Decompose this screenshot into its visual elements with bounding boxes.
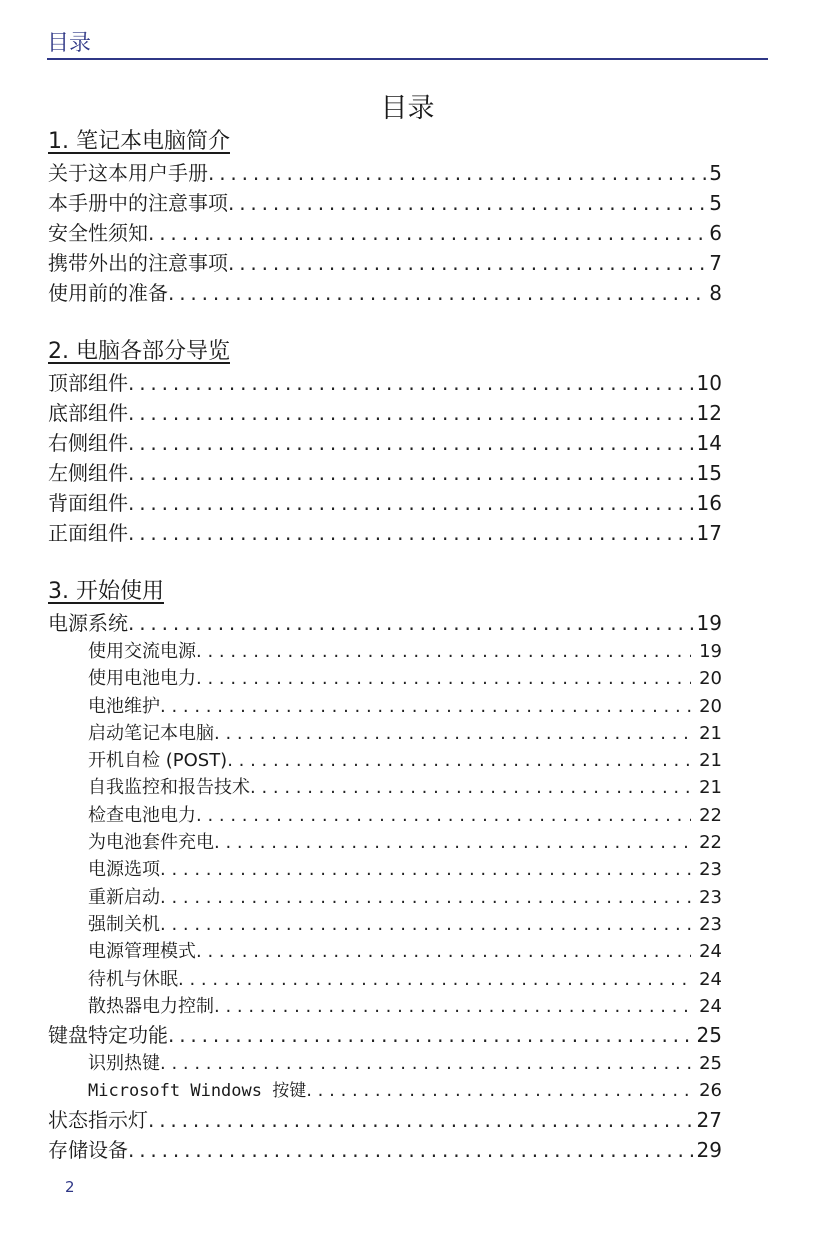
dot-leader [214, 720, 691, 747]
entry-page: 12 [696, 401, 722, 425]
dot-leader [228, 248, 707, 278]
entry-label: 安全性须知 [48, 221, 148, 245]
toc-entry[interactable] [48, 518, 722, 548]
entry-label: 电源管理模式 [88, 941, 196, 963]
dot-leader [196, 638, 691, 665]
dot-leader [128, 368, 695, 398]
dot-leader [168, 1020, 695, 1050]
toc-entry[interactable] [48, 398, 722, 428]
entry-label: 电池维护 [88, 695, 160, 717]
entry-label: 使用前的准备 [48, 281, 168, 305]
dot-leader [160, 911, 691, 938]
dot-leader [128, 428, 695, 458]
entry-page: 21 [699, 750, 722, 772]
entry-label: 重新启动 [88, 886, 160, 908]
dot-leader [128, 518, 695, 548]
table-of-contents [48, 128, 722, 1165]
section-heading-2[interactable]: 2. 电脑各部分导览 [48, 339, 230, 364]
dot-leader [148, 1105, 695, 1135]
section-heading-1[interactable]: 1. 笔记本电脑简介 [48, 129, 230, 154]
entry-label: 状态指示灯 [48, 1107, 148, 1132]
entry-label: 使用交流电源 [88, 641, 196, 662]
toc-subentry[interactable] [48, 720, 722, 747]
entry-page: 23 [699, 859, 722, 881]
toc-entry[interactable] [48, 188, 722, 218]
dot-leader [306, 1077, 691, 1104]
entry-page: 22 [699, 804, 722, 826]
entry-label: 正面组件 [48, 521, 128, 545]
entry-page: 27 [696, 1107, 722, 1132]
entry-page: 25 [696, 1023, 722, 1048]
toc-entry[interactable] [48, 458, 722, 488]
entry-label: 使用电池电力 [88, 668, 196, 690]
entry-page: 23 [699, 886, 722, 908]
entry-label: 自我监控和报告技术 [88, 777, 250, 799]
entry-label: 为电池套件充电 [88, 832, 214, 854]
dot-leader [160, 884, 691, 911]
entry-page: 10 [696, 371, 722, 395]
entry-label: 右侧组件 [48, 431, 128, 455]
toc-entry[interactable] [48, 1135, 722, 1165]
dot-leader [196, 802, 691, 829]
dot-leader [148, 218, 707, 248]
entry-page: 17 [696, 521, 722, 545]
toc-subentry[interactable] [48, 774, 722, 801]
toc-subentry[interactable] [48, 747, 722, 774]
dot-leader [227, 747, 691, 774]
dot-leader [214, 829, 691, 856]
toc-entry[interactable] [48, 1020, 722, 1050]
toc-entry[interactable] [48, 248, 722, 278]
toc-subentry[interactable] [48, 1077, 722, 1104]
entry-page: 8 [709, 281, 722, 305]
page-number: 2 [65, 1178, 75, 1196]
entry-label: 检查电池电力 [88, 804, 196, 826]
entry-label: 背面组件 [48, 491, 128, 515]
toc-entry[interactable] [48, 368, 722, 398]
entry-label: 散热器电力控制 [88, 995, 214, 1017]
toc-subentry[interactable] [48, 938, 722, 965]
toc-entry[interactable] [48, 278, 722, 308]
dot-leader [160, 1050, 691, 1077]
toc-entry[interactable] [48, 158, 722, 188]
toc-title: 目录 [380, 93, 435, 124]
entry-page: 22 [699, 832, 722, 854]
entry-label: 本手册中的注意事项 [48, 191, 228, 215]
dot-leader [196, 938, 691, 965]
entry-label: Microsoft Windows 按键 [88, 1081, 307, 1102]
dot-leader [228, 188, 707, 218]
entry-page: 14 [696, 431, 722, 455]
entry-page: 16 [696, 491, 722, 515]
toc-subentry[interactable] [48, 856, 722, 883]
entry-page: 25 [699, 1053, 722, 1075]
entry-label: 开机自检 (POST) [88, 750, 228, 772]
entry-label: 电源选项 [88, 859, 160, 881]
entry-page: 29 [696, 1137, 722, 1162]
entry-page: 19 [699, 641, 722, 662]
entry-page: 19 [696, 611, 722, 635]
toc-entry[interactable] [48, 488, 722, 518]
dot-leader [128, 1135, 695, 1165]
header-rule [47, 58, 768, 60]
entry-page: 24 [699, 941, 722, 963]
dot-leader [208, 158, 707, 188]
dot-leader [178, 966, 691, 993]
dot-leader [160, 856, 691, 883]
entry-label: 强制关机 [88, 913, 160, 935]
dot-leader [128, 488, 695, 518]
dot-leader [168, 278, 707, 308]
entry-page: 21 [699, 777, 722, 799]
entry-page: 21 [699, 722, 722, 744]
entry-label: 键盘特定功能 [48, 1023, 168, 1048]
dot-leader [128, 458, 695, 488]
dot-leader [160, 693, 691, 720]
section-heading-3[interactable]: 3. 开始使用 [48, 579, 164, 604]
entry-label: 电源系统 [48, 611, 128, 635]
entry-page: 7 [709, 251, 722, 275]
entry-page: 5 [709, 191, 722, 215]
toc-subentry[interactable] [48, 911, 722, 938]
dot-leader [250, 774, 691, 801]
toc-subentry[interactable] [48, 638, 722, 665]
entry-page: 23 [699, 913, 722, 935]
toc-subentry[interactable] [48, 665, 722, 692]
toc-entry[interactable] [48, 608, 722, 638]
entry-label: 识别热键 [88, 1053, 160, 1075]
toc-subentry[interactable] [48, 693, 722, 720]
toc-subentry[interactable] [48, 829, 722, 856]
entry-page: 20 [699, 695, 722, 717]
entry-label: 顶部组件 [48, 371, 128, 395]
entry-label: 待机与休眠 [88, 968, 178, 990]
toc-subentry[interactable] [48, 884, 722, 911]
section-spacer [48, 548, 722, 578]
toc-subentry[interactable] [48, 993, 722, 1020]
toc-subentry[interactable] [48, 1050, 722, 1077]
entry-page: 15 [696, 461, 722, 485]
entry-page: 20 [699, 668, 722, 690]
section-spacer [48, 308, 722, 338]
dot-leader [214, 993, 691, 1020]
entry-label: 底部组件 [48, 401, 128, 425]
entry-page: 6 [709, 221, 722, 245]
entry-page: 5 [709, 161, 722, 185]
dot-leader [128, 608, 695, 638]
entry-label: 关于这本用户手册 [48, 161, 208, 185]
entry-page: 24 [699, 995, 722, 1017]
dot-leader [196, 665, 691, 692]
toc-subentry[interactable] [48, 802, 722, 829]
entry-label: 左侧组件 [48, 461, 128, 485]
toc-subentry[interactable] [48, 966, 722, 993]
entry-page: 26 [699, 1080, 722, 1102]
running-header-title: 目录 [47, 31, 92, 56]
entry-label: 携带外出的注意事项 [48, 251, 228, 275]
dot-leader [128, 398, 695, 428]
toc-entry[interactable] [48, 428, 722, 458]
entry-label: 存储设备 [48, 1137, 128, 1162]
entry-label: 启动笔记本电脑 [88, 722, 214, 744]
entry-page: 24 [699, 968, 722, 990]
toc-entry[interactable] [48, 218, 722, 248]
toc-entry[interactable] [48, 1105, 722, 1135]
